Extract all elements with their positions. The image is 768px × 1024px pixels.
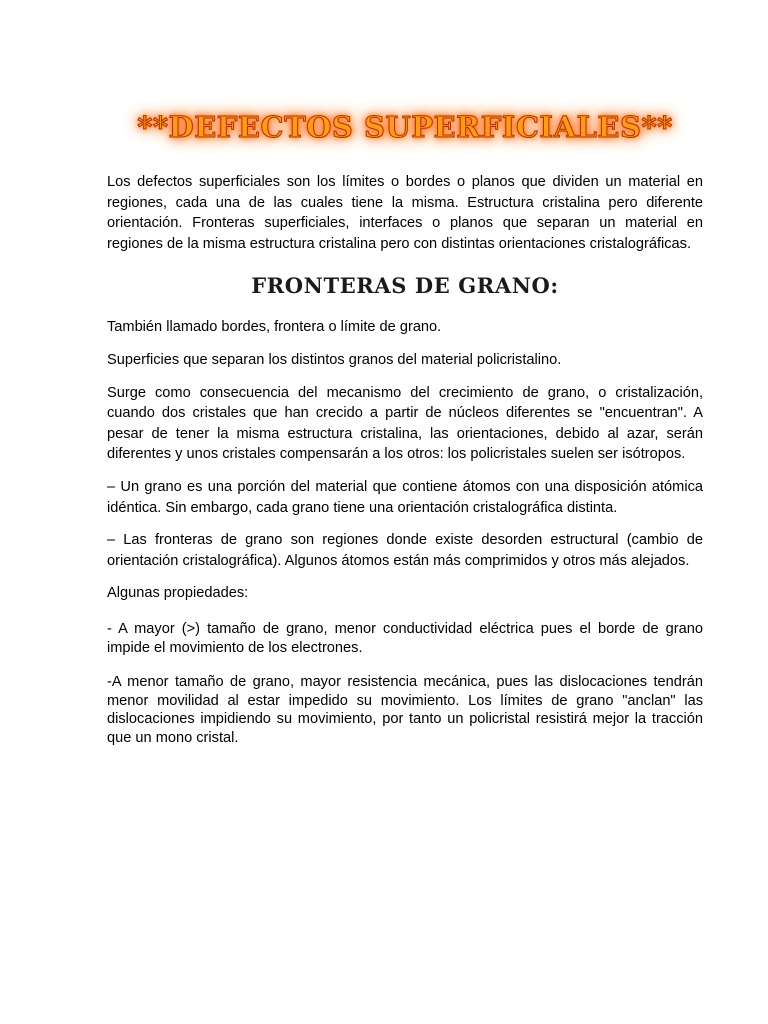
paragraph-property-strength: -A menor tamaño de grano, mayor resistencia mecánica, pues las dislocaciones tendrán menor movilidad al estar impedido su movimiento. Los límites de grano "anclan" las dislocaciones impidiendo su movimiento, por tanto un policristal resistirá mejor la tracción que un mono cristal. [107,674,703,746]
paragraph-surfaces: Superficies que separan los distintos granos del material policristalino. [107,351,562,368]
section-heading-container [107,273,703,299]
paragraph-property-conductivity: - A mayor (>) tamaño de grano, menor conductividad eléctrica pues el borde de grano impide el movimiento de los electrones. [107,620,703,656]
section-heading: FRONTERAS DE GRANO: [251,273,559,299]
paragraph-origin: Surge como consecuencia del mecanismo del crecimiento de grano, o cristalización, cuando dos cristales que han crecido a partir de núcleos diferentes se "encuentran". A pesar de tener la misma estructura cristalina, las orientaciones, debido al azar, serán diferentes y unos cristales compensarán a los otros: los policristales suelen ser isótropos. [107,384,703,463]
title-container [107,108,703,146]
document-title: **DEFECTOS SUPERFICIALES** [137,110,673,144]
intro-paragraph: Los defectos superficiales son los límites o bordes o planos que dividen un material en regiones, cada una de las cuales tiene la misma. Estructura cristalina pero diferente orientación. Fronteras superficiales, interfaces o planos que separan un material en regiones de la misma estructura cristalina pero con distintas orientaciones cristalográficas. [107,174,703,252]
paragraph-properties-heading: Algunas propiedades: [107,585,249,602]
paragraph-grain: – Un grano es una porción del material que contiene átomos con una disposición atómica idéntica. Sin embargo, cada grano tiene una orientación cristalográfica distinta. [107,478,703,516]
document-page [107,108,703,747]
paragraph-definition: También llamado bordes, frontera o límite de grano. [107,319,442,336]
paragraph-boundaries: – Las fronteras de grano son regiones donde existe desorden estructural (cambio de orientación cristalográfica). Algunos átomos están más comprimidos y otros más alejados. [107,532,703,569]
